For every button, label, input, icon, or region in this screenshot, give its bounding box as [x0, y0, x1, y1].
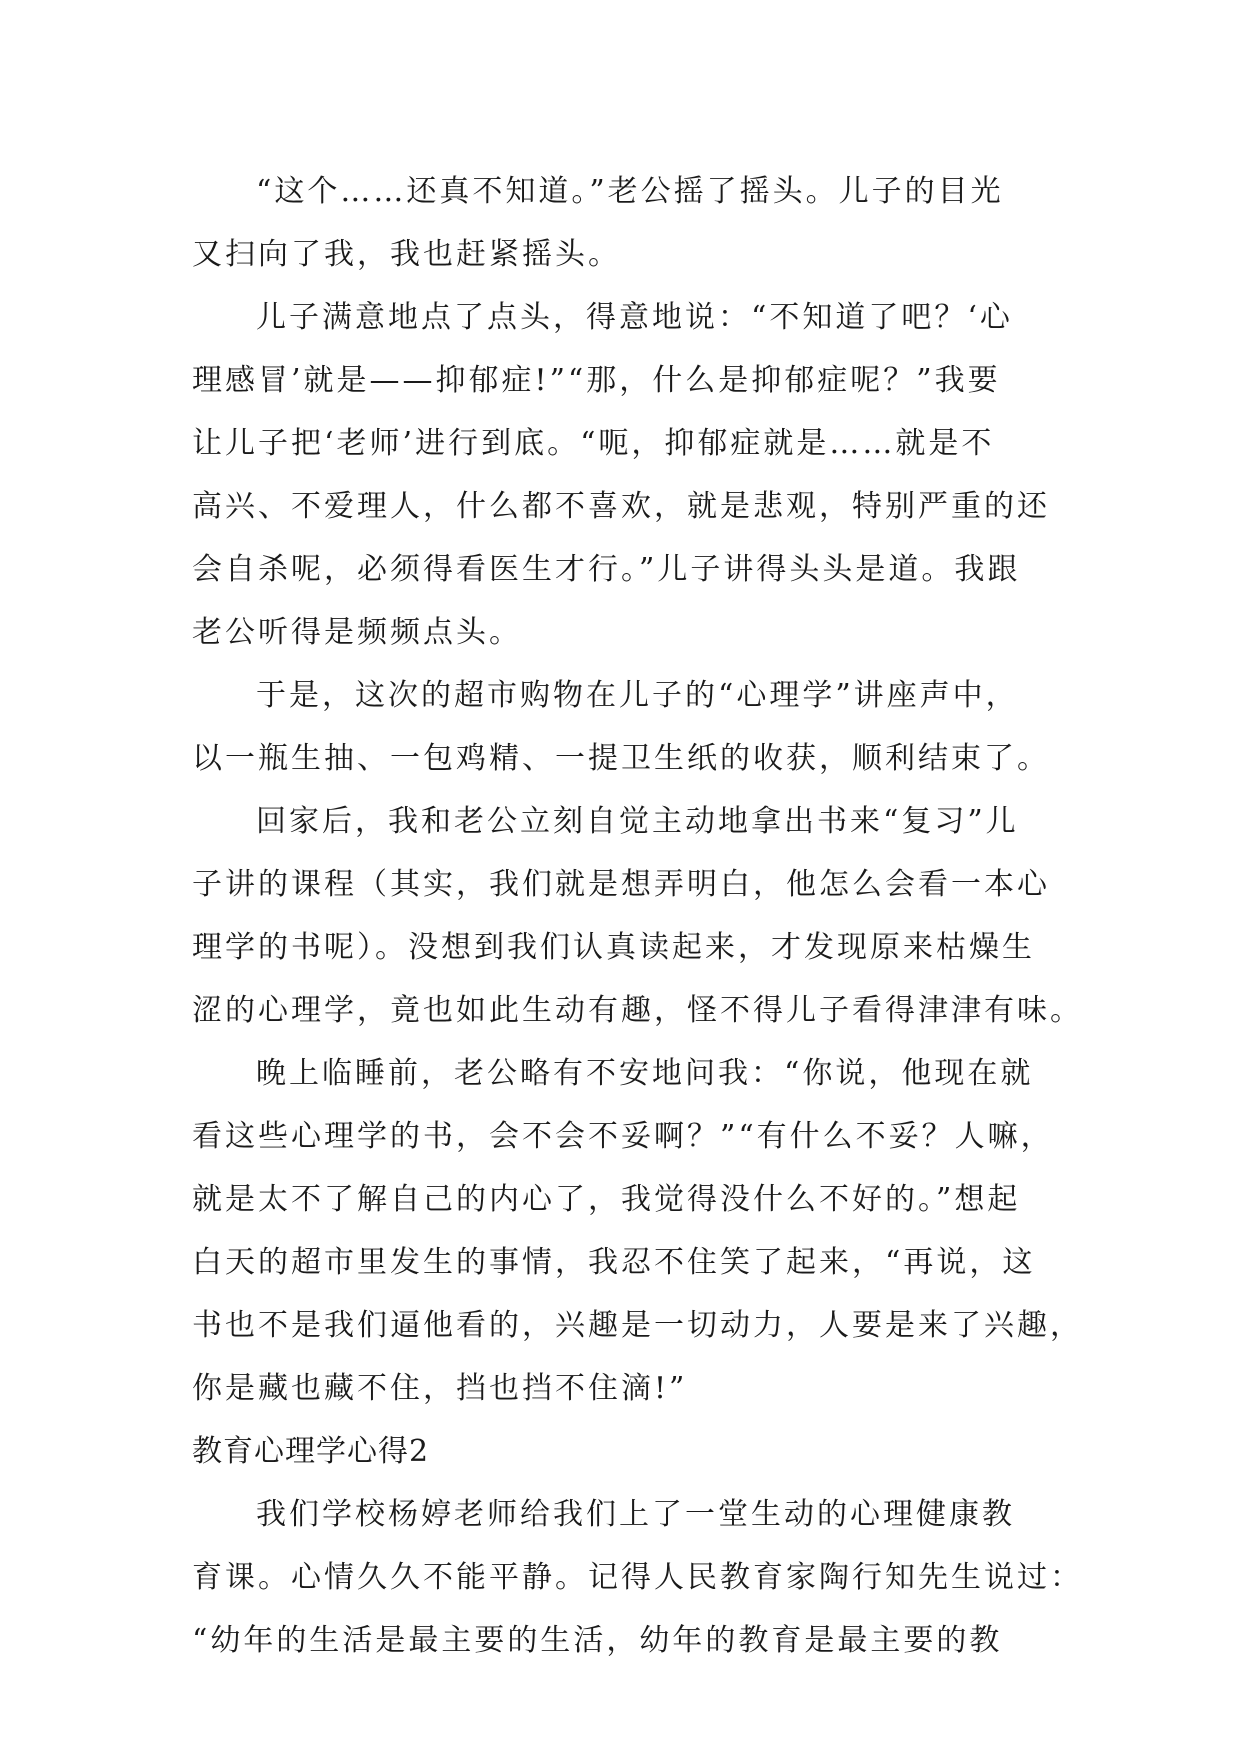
text-line: 我们学校杨婷老师给我们上了一堂生动的心理健康教 — [256, 1497, 1015, 1532]
text-line: 于是，这次的超市购物在儿子的“心理学”讲座声中， — [256, 678, 1019, 713]
text-line: 让儿子把‘老师’进行到底。“呃，抑郁症就是……就是不 — [192, 426, 995, 461]
text-line: 理感冒’就是——抑郁症!”“那，什么是抑郁症呢？”我要 — [192, 363, 1001, 398]
text-line: 就是太不了解自己的内心了，我觉得没什么不好的。”想起 — [192, 1182, 1021, 1217]
text-line: 老公听得是频频点头。 — [192, 615, 522, 650]
text-line: 又扫向了我，我也赶紧摇头。 — [192, 237, 621, 272]
text-line: 以一瓶生抽、一包鸡精、一提卫生纸的收获，顺利结束了。 — [192, 741, 1050, 776]
text-line: 看这些心理学的书，会不会不妥啊？”“有什么不妥？人嘛， — [192, 1119, 1054, 1154]
text-line: “幼年的生活是最主要的生活，幼年的教育是最主要的教 — [192, 1623, 1003, 1658]
text-line: 白天的超市里发生的事情，我忍不住笑了起来，“再说，这 — [192, 1245, 1036, 1280]
text-line: 儿子满意地点了点头，得意地说：“不知道了吧？‘心 — [256, 300, 1013, 335]
text-line: 书也不是我们逼他看的，兴趣是一切动力，人要是来了兴趣， — [192, 1308, 1083, 1343]
text-line: “这个……还真不知道。”老公摇了摇头。儿子的目光 — [256, 174, 1004, 209]
text-line: 会自杀呢，必须得看医生才行。”儿子讲得头头是道。我跟 — [192, 552, 1021, 587]
text-line: 育课。心情久久不能平静。记得人民教育家陶行知先生说过： — [192, 1560, 1083, 1595]
text-line: 理学的书呢）。没想到我们认真读起来，才发现原来枯燥生 — [192, 930, 1035, 965]
document-body — [192, 160, 1083, 1672]
text-line: 涩的心理学，竟也如此生动有趣，怪不得儿子看得津津有味。 — [192, 993, 1083, 1028]
text-line: 晚上临睡前，老公略有不安地问我：“你说，他现在就 — [256, 1056, 1034, 1091]
text-line: 子讲的课程（其实，我们就是想弄明白，他怎么会看一本心 — [192, 867, 1050, 902]
section-heading: 教育心理学心得2 — [192, 1434, 430, 1469]
text-line: 你是藏也藏不住，挡也挡不住滴!” — [192, 1371, 688, 1406]
text-line: 回家后，我和老公立刻自觉主动地拿出书来“复习”儿 — [256, 804, 1019, 839]
text-line: 高兴、不爱理人，什么都不喜欢，就是悲观，特别严重的还 — [192, 489, 1050, 524]
